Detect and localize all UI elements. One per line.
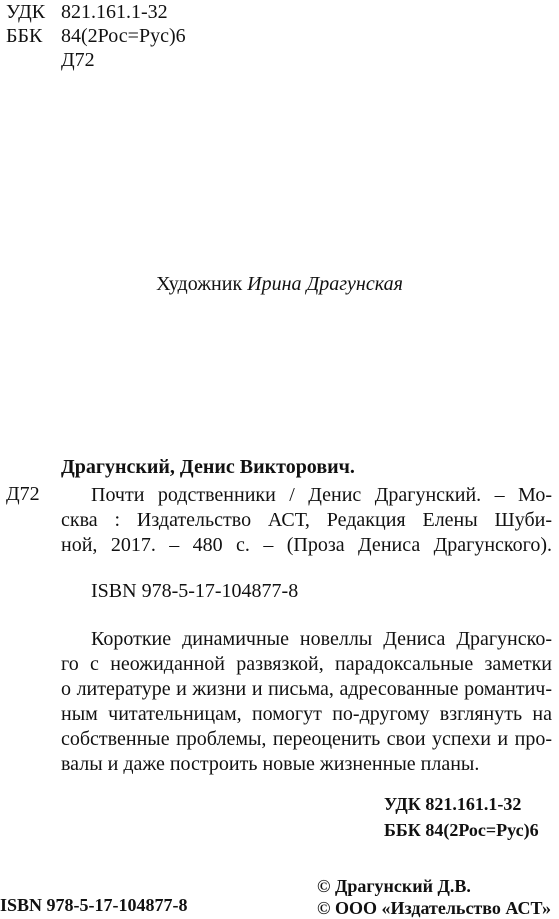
- author-heading: Драгунский, Денис Викторович.: [61, 456, 355, 478]
- author-mark-row: [6, 48, 95, 72]
- record-text: [91, 483, 552, 508]
- record-isbn: ISBN 978-5-17-104877-8: [91, 580, 299, 602]
- record-line-3: ной, 2017. – 480 с. – (Проза Дениса Драгунского).: [61, 534, 552, 556]
- bbk-label: ББК: [6, 25, 43, 47]
- udk-value: 821.161.1-32: [61, 1, 168, 23]
- record-continuation: [61, 508, 552, 558]
- record-line-1: Почти родственники / Денис Драгунский. – Мо-: [91, 484, 552, 506]
- annotation-line-6: валы и даже построить новые жизненные планы.: [61, 753, 480, 775]
- illustrator-name: Ирина Драгунская: [247, 273, 403, 295]
- illustrator-label: Художник: [156, 273, 243, 295]
- annotation-line-3: о литературе и жизни и письма, адресованные романтич-: [61, 678, 552, 700]
- record-line-2: сква : Издательство АСТ, Редакция Елены Шуби-: [61, 509, 552, 531]
- annotation: [61, 627, 552, 777]
- author-mark: Д72: [61, 49, 95, 71]
- record-author-mark: Д72: [6, 483, 40, 505]
- udk-label: УДК: [6, 1, 46, 23]
- copyright-publisher: © ООО «Издательство АСТ»: [317, 898, 552, 918]
- annotation-line-5: собственные проблемы, переоценить свои успехи и про-: [61, 728, 552, 750]
- footer-udk: УДК 821.161.1-32: [384, 794, 522, 814]
- annotation-line-4: ным читательницам, помогут по-другому взглянуть на: [61, 703, 552, 725]
- bbk-value: 84(2Рос=Рус)6: [61, 25, 186, 47]
- annotation-line-1: Короткие динамичные новеллы Дениса Драгунско-: [91, 628, 552, 650]
- udk-row: [6, 0, 168, 24]
- footer-bbk: ББК 84(2Рос=Рус)6: [384, 820, 539, 840]
- illustrator-credit: [0, 273, 559, 296]
- bbk-row: [6, 24, 186, 48]
- footer-isbn: ISBN 978-5-17-104877-8: [0, 895, 188, 915]
- copyright-author: © Драгунский Д.В.: [317, 876, 471, 896]
- annotation-line-2: го с неожиданной развязкой, парадоксальные заметки: [61, 653, 552, 675]
